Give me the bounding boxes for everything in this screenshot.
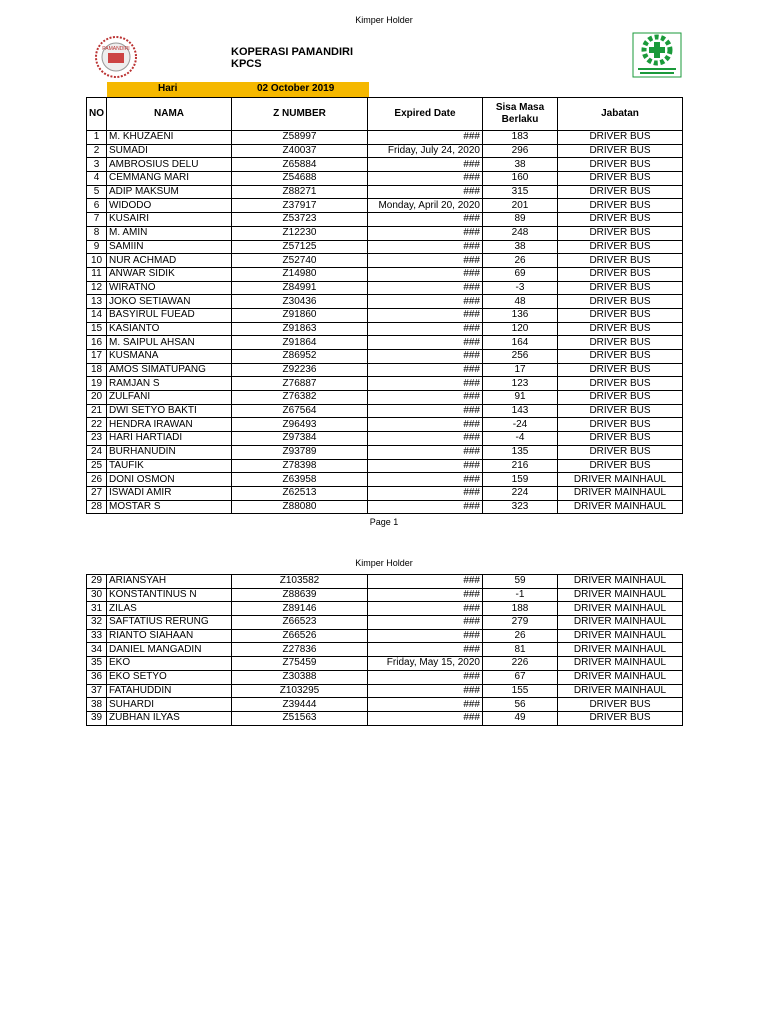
cell-jabatan: DRIVER MAINHAUL [558, 486, 683, 500]
cell-jabatan: DRIVER BUS [558, 213, 683, 227]
cell-expired: ### [368, 432, 483, 446]
cell-znumber: Z37917 [232, 199, 368, 213]
cell-no: 21 [87, 404, 107, 418]
cell-expired: ### [368, 336, 483, 350]
cell-znumber: Z57125 [232, 240, 368, 254]
page-title: Kimper Holder [355, 15, 413, 25]
cell-sisa: 56 [483, 698, 558, 712]
cell-no: 33 [87, 629, 107, 643]
cell-no: 36 [87, 670, 107, 684]
table-row [87, 172, 683, 186]
table-row [87, 350, 683, 364]
cell-nama: KUSAIRI [107, 213, 232, 227]
cell-jabatan: DRIVER BUS [558, 432, 683, 446]
cell-jabatan: DRIVER MAINHAUL [558, 588, 683, 602]
cell-nama: M. KHUZAENI [107, 131, 232, 145]
cell-no: 18 [87, 363, 107, 377]
cell-sisa: 248 [483, 226, 558, 240]
cell-sisa: 69 [483, 267, 558, 281]
cell-no: 39 [87, 711, 107, 725]
table-row [87, 657, 683, 671]
cell-sisa: 48 [483, 295, 558, 309]
cell-znumber: Z12230 [232, 226, 368, 240]
table-row [87, 500, 683, 514]
cell-nama: JOKO SETIAWAN [107, 295, 232, 309]
table-row [87, 473, 683, 487]
cell-expired: ### [368, 350, 483, 364]
cell-expired: ### [368, 322, 483, 336]
cell-nama: NUR ACHMAD [107, 254, 232, 268]
cell-nama: SAMIIN [107, 240, 232, 254]
cell-jabatan: DRIVER BUS [558, 308, 683, 322]
cell-sisa: 136 [483, 308, 558, 322]
cell-jabatan: DRIVER BUS [558, 698, 683, 712]
cell-expired: ### [368, 711, 483, 725]
cell-znumber: Z78398 [232, 459, 368, 473]
table-row [87, 267, 683, 281]
cell-znumber: Z65884 [232, 158, 368, 172]
cell-znumber: Z86952 [232, 350, 368, 364]
cell-expired: ### [368, 240, 483, 254]
cell-no: 1 [87, 131, 107, 145]
cell-sisa: 256 [483, 350, 558, 364]
header-no: NO [87, 98, 107, 131]
table-row [87, 199, 683, 213]
cell-jabatan: DRIVER BUS [558, 391, 683, 405]
cell-expired: ### [368, 698, 483, 712]
cell-jabatan: DRIVER BUS [558, 336, 683, 350]
cell-no: 31 [87, 602, 107, 616]
cell-no: 15 [87, 322, 107, 336]
cell-no: 25 [87, 459, 107, 473]
cell-no: 35 [87, 657, 107, 671]
date-bar [107, 82, 369, 97]
kimper-table-page2 [86, 574, 683, 726]
cell-nama: SUHARDI [107, 698, 232, 712]
cell-nama: AMOS SIMATUPANG [107, 363, 232, 377]
cell-jabatan: DRIVER BUS [558, 267, 683, 281]
cell-nama: ZILAS [107, 602, 232, 616]
cell-sisa: 59 [483, 575, 558, 589]
cell-expired: ### [368, 643, 483, 657]
table-row [87, 240, 683, 254]
cell-no: 2 [87, 144, 107, 158]
cell-nama: AMBROSIUS DELU [107, 158, 232, 172]
header-expired: Expired Date [368, 98, 483, 131]
cell-jabatan: DRIVER BUS [558, 418, 683, 432]
cell-sisa: 224 [483, 486, 558, 500]
cell-sisa: -1 [483, 588, 558, 602]
cell-sisa: -3 [483, 281, 558, 295]
cell-nama: RAMJAN S [107, 377, 232, 391]
cell-expired: ### [368, 629, 483, 643]
cell-no: 19 [87, 377, 107, 391]
cell-znumber: Z91864 [232, 336, 368, 350]
cell-znumber: Z53723 [232, 213, 368, 227]
cell-znumber: Z51563 [232, 711, 368, 725]
table-row [87, 158, 683, 172]
table-row [87, 698, 683, 712]
table-body [87, 575, 683, 726]
table-row [87, 131, 683, 145]
cell-znumber: Z14980 [232, 267, 368, 281]
cell-jabatan: DRIVER MAINHAUL [558, 670, 683, 684]
cell-jabatan: DRIVER BUS [558, 350, 683, 364]
cell-nama: EKO SETYO [107, 670, 232, 684]
cell-nama: SUMADI [107, 144, 232, 158]
cell-expired: ### [368, 616, 483, 630]
cell-znumber: Z66526 [232, 629, 368, 643]
cell-znumber: Z30388 [232, 670, 368, 684]
org-name-line1: KOPERASI PAMANDIRI [231, 46, 354, 58]
cell-nama: DONI OSMON [107, 473, 232, 487]
table-body [87, 131, 683, 514]
cell-nama: BASYIRUL FUEAD [107, 308, 232, 322]
cell-no: 10 [87, 254, 107, 268]
cell-nama: M. SAIPUL AHSAN [107, 336, 232, 350]
cell-jabatan: DRIVER MAINHAUL [558, 657, 683, 671]
org-name [231, 46, 353, 70]
cell-no: 16 [87, 336, 107, 350]
cell-expired: ### [368, 670, 483, 684]
header-jabatan: Jabatan [558, 98, 683, 131]
cell-nama: KUSMANA [107, 350, 232, 364]
cell-jabatan: DRIVER BUS [558, 295, 683, 309]
cell-expired: ### [368, 185, 483, 199]
cell-no: 32 [87, 616, 107, 630]
table-row [87, 185, 683, 199]
cell-no: 27 [87, 486, 107, 500]
cell-sisa: 89 [483, 213, 558, 227]
cell-no: 20 [87, 391, 107, 405]
cell-jabatan: DRIVER BUS [558, 322, 683, 336]
cell-no: 12 [87, 281, 107, 295]
cell-jabatan: DRIVER MAINHAUL [558, 575, 683, 589]
cell-jabatan: DRIVER BUS [558, 158, 683, 172]
cell-znumber: Z103295 [232, 684, 368, 698]
cell-sisa: 49 [483, 711, 558, 725]
cell-expired: ### [368, 684, 483, 698]
cell-nama: DANIEL MANGADIN [107, 643, 232, 657]
cell-nama: WIRATNO [107, 281, 232, 295]
table-header-row [87, 98, 683, 131]
cell-znumber: Z93789 [232, 445, 368, 459]
hari-date: 02 October 2019 [257, 83, 335, 94]
cell-no: 30 [87, 588, 107, 602]
cell-expired: ### [368, 158, 483, 172]
table-row [87, 459, 683, 473]
cell-jabatan: DRIVER BUS [558, 199, 683, 213]
cell-no: 28 [87, 500, 107, 514]
cell-nama: ZUBHAN ILYAS [107, 711, 232, 725]
cell-nama: KASIANTO [107, 322, 232, 336]
pamandiri-logo [92, 35, 140, 79]
cell-sisa: 143 [483, 404, 558, 418]
cell-no: 14 [87, 308, 107, 322]
cell-expired: ### [368, 213, 483, 227]
cell-znumber: Z84991 [232, 281, 368, 295]
cell-znumber: Z54688 [232, 172, 368, 186]
cell-no: 13 [87, 295, 107, 309]
cell-nama: EKO [107, 657, 232, 671]
cell-sisa: -24 [483, 418, 558, 432]
cell-znumber: Z96493 [232, 418, 368, 432]
table-row [87, 404, 683, 418]
cell-no: 38 [87, 698, 107, 712]
cell-no: 5 [87, 185, 107, 199]
cell-znumber: Z63958 [232, 473, 368, 487]
table-row [87, 602, 683, 616]
cell-znumber: Z66523 [232, 616, 368, 630]
table-row [87, 281, 683, 295]
table-row [87, 575, 683, 589]
cell-no: 24 [87, 445, 107, 459]
cell-sisa: 67 [483, 670, 558, 684]
cell-no: 4 [87, 172, 107, 186]
cell-expired: ### [368, 377, 483, 391]
cell-znumber: Z52740 [232, 254, 368, 268]
cell-nama: FATAHUDDIN [107, 684, 232, 698]
cell-expired: ### [368, 363, 483, 377]
cell-jabatan: DRIVER MAINHAUL [558, 500, 683, 514]
header-sisa: Sisa Masa Berlaku [483, 98, 558, 131]
cell-sisa: 135 [483, 445, 558, 459]
cell-no: 9 [87, 240, 107, 254]
svg-text:PAMANDIRI: PAMANDIRI [102, 46, 130, 52]
cell-nama: ZULFANI [107, 391, 232, 405]
cell-znumber: Z89146 [232, 602, 368, 616]
cell-no: 34 [87, 643, 107, 657]
cell-no: 37 [87, 684, 107, 698]
cell-jabatan: DRIVER MAINHAUL [558, 643, 683, 657]
cell-sisa: 201 [483, 199, 558, 213]
table-row [87, 336, 683, 350]
cell-znumber: Z92236 [232, 363, 368, 377]
org-name-line2: KPCS [231, 58, 262, 70]
table-row [87, 254, 683, 268]
cell-nama: ANWAR SIDIK [107, 267, 232, 281]
cell-sisa: 279 [483, 616, 558, 630]
cell-nama: HARI HARTIADI [107, 432, 232, 446]
cell-jabatan: DRIVER BUS [558, 254, 683, 268]
cell-expired: ### [368, 486, 483, 500]
cell-expired: ### [368, 267, 483, 281]
cell-nama: ARIANSYAH [107, 575, 232, 589]
cell-no: 6 [87, 199, 107, 213]
cell-jabatan: DRIVER MAINHAUL [558, 473, 683, 487]
cell-sisa: 296 [483, 144, 558, 158]
cell-expired: ### [368, 602, 483, 616]
cell-znumber: Z27836 [232, 643, 368, 657]
cell-jabatan: DRIVER BUS [558, 445, 683, 459]
table-row [87, 418, 683, 432]
header-nama: NAMA [107, 98, 232, 131]
cell-znumber: Z91860 [232, 308, 368, 322]
table-row [87, 308, 683, 322]
cell-jabatan: DRIVER BUS [558, 711, 683, 725]
cell-nama: ADIP MAKSUM [107, 185, 232, 199]
table-row [87, 616, 683, 630]
table-row [87, 144, 683, 158]
cell-sisa: 188 [483, 602, 558, 616]
cell-expired: ### [368, 226, 483, 240]
table-row [87, 391, 683, 405]
table-row [87, 684, 683, 698]
cell-sisa: 164 [483, 336, 558, 350]
table-row [87, 711, 683, 725]
cell-jabatan: DRIVER BUS [558, 377, 683, 391]
table-row [87, 486, 683, 500]
cell-znumber: Z75459 [232, 657, 368, 671]
cell-expired: ### [368, 391, 483, 405]
table-row [87, 295, 683, 309]
header-znumber: Z NUMBER [232, 98, 368, 131]
cell-jabatan: DRIVER BUS [558, 459, 683, 473]
cell-sisa: 17 [483, 363, 558, 377]
table-row [87, 363, 683, 377]
cell-expired: ### [368, 295, 483, 309]
cell-no: 3 [87, 158, 107, 172]
cell-nama: RIANTO SIAHAAN [107, 629, 232, 643]
table-row [87, 377, 683, 391]
cell-znumber: Z40037 [232, 144, 368, 158]
cell-sisa: 26 [483, 629, 558, 643]
cell-jabatan: DRIVER BUS [558, 172, 683, 186]
cell-nama: MOSTAR S [107, 500, 232, 514]
table-row [87, 432, 683, 446]
cell-no: 17 [87, 350, 107, 364]
cell-expired: Friday, May 15, 2020 [368, 657, 483, 671]
table-row [87, 213, 683, 227]
table-row [87, 670, 683, 684]
cell-jabatan: DRIVER BUS [558, 131, 683, 145]
table-row [87, 629, 683, 643]
cell-no: 7 [87, 213, 107, 227]
table-row [87, 226, 683, 240]
cell-no: 8 [87, 226, 107, 240]
cell-sisa: 155 [483, 684, 558, 698]
cell-sisa: 216 [483, 459, 558, 473]
cell-sisa: 159 [483, 473, 558, 487]
cell-sisa: 26 [483, 254, 558, 268]
cell-znumber: Z97384 [232, 432, 368, 446]
cell-nama: SAFTATIUS RERUNG [107, 616, 232, 630]
cell-sisa: 123 [483, 377, 558, 391]
cell-jabatan: DRIVER BUS [558, 404, 683, 418]
page-title-2: Kimper Holder [355, 558, 413, 568]
cell-expired: ### [368, 172, 483, 186]
cell-znumber: Z88271 [232, 185, 368, 199]
cell-nama: BURHANUDIN [107, 445, 232, 459]
table-row [87, 445, 683, 459]
cell-znumber: Z62513 [232, 486, 368, 500]
cell-jabatan: DRIVER BUS [558, 144, 683, 158]
cell-jabatan: DRIVER BUS [558, 240, 683, 254]
page-number: Page 1 [369, 517, 399, 527]
cell-jabatan: DRIVER MAINHAUL [558, 602, 683, 616]
cell-sisa: 315 [483, 185, 558, 199]
cell-znumber: Z88639 [232, 588, 368, 602]
cell-nama: DWI SETYO BAKTI [107, 404, 232, 418]
cell-znumber: Z76382 [232, 391, 368, 405]
cell-expired: ### [368, 254, 483, 268]
cell-expired: ### [368, 588, 483, 602]
cell-nama: WIDODO [107, 199, 232, 213]
table-row [87, 322, 683, 336]
cell-nama: ISWADI AMIR [107, 486, 232, 500]
cell-znumber: Z39444 [232, 698, 368, 712]
cell-sisa: 38 [483, 158, 558, 172]
cell-znumber: Z30436 [232, 295, 368, 309]
cell-nama: HENDRA IRAWAN [107, 418, 232, 432]
cell-nama: CEMMANG MARI [107, 172, 232, 186]
cell-jabatan: DRIVER BUS [558, 185, 683, 199]
cell-znumber: Z88080 [232, 500, 368, 514]
cell-sisa: 81 [483, 643, 558, 657]
cell-sisa: 38 [483, 240, 558, 254]
cell-jabatan: DRIVER MAINHAUL [558, 616, 683, 630]
cell-sisa: 120 [483, 322, 558, 336]
cell-sisa: 160 [483, 172, 558, 186]
cell-expired: ### [368, 418, 483, 432]
cell-expired: ### [368, 281, 483, 295]
kimper-table-page1 [86, 97, 683, 514]
cell-znumber: Z91863 [232, 322, 368, 336]
cell-expired: ### [368, 473, 483, 487]
cell-nama: KONSTANTINUS N [107, 588, 232, 602]
cell-sisa: -4 [483, 432, 558, 446]
table-row [87, 588, 683, 602]
cell-no: 23 [87, 432, 107, 446]
cell-znumber: Z58997 [232, 131, 368, 145]
cell-nama: TAUFIK [107, 459, 232, 473]
cell-expired: ### [368, 500, 483, 514]
cell-jabatan: DRIVER BUS [558, 363, 683, 377]
cell-no: 26 [87, 473, 107, 487]
cell-znumber: Z103582 [232, 575, 368, 589]
cell-expired: ### [368, 308, 483, 322]
cell-expired: ### [368, 575, 483, 589]
cell-no: 11 [87, 267, 107, 281]
cell-sisa: 183 [483, 131, 558, 145]
cell-znumber: Z76887 [232, 377, 368, 391]
cell-znumber: Z67564 [232, 404, 368, 418]
cell-nama: M. AMIN [107, 226, 232, 240]
k3-safety-logo [632, 32, 682, 78]
cell-expired: ### [368, 404, 483, 418]
cell-expired: ### [368, 459, 483, 473]
table-row [87, 643, 683, 657]
cell-no: 29 [87, 575, 107, 589]
cell-expired: ### [368, 445, 483, 459]
cell-expired: Friday, July 24, 2020 [368, 144, 483, 158]
cell-sisa: 91 [483, 391, 558, 405]
cell-jabatan: DRIVER BUS [558, 281, 683, 295]
cell-no: 22 [87, 418, 107, 432]
cell-jabatan: DRIVER MAINHAUL [558, 629, 683, 643]
cell-expired: Monday, April 20, 2020 [368, 199, 483, 213]
cell-sisa: 226 [483, 657, 558, 671]
cell-jabatan: DRIVER MAINHAUL [558, 684, 683, 698]
cell-expired: ### [368, 131, 483, 145]
cell-jabatan: DRIVER BUS [558, 226, 683, 240]
cell-sisa: 323 [483, 500, 558, 514]
hari-label: Hari [158, 83, 178, 94]
